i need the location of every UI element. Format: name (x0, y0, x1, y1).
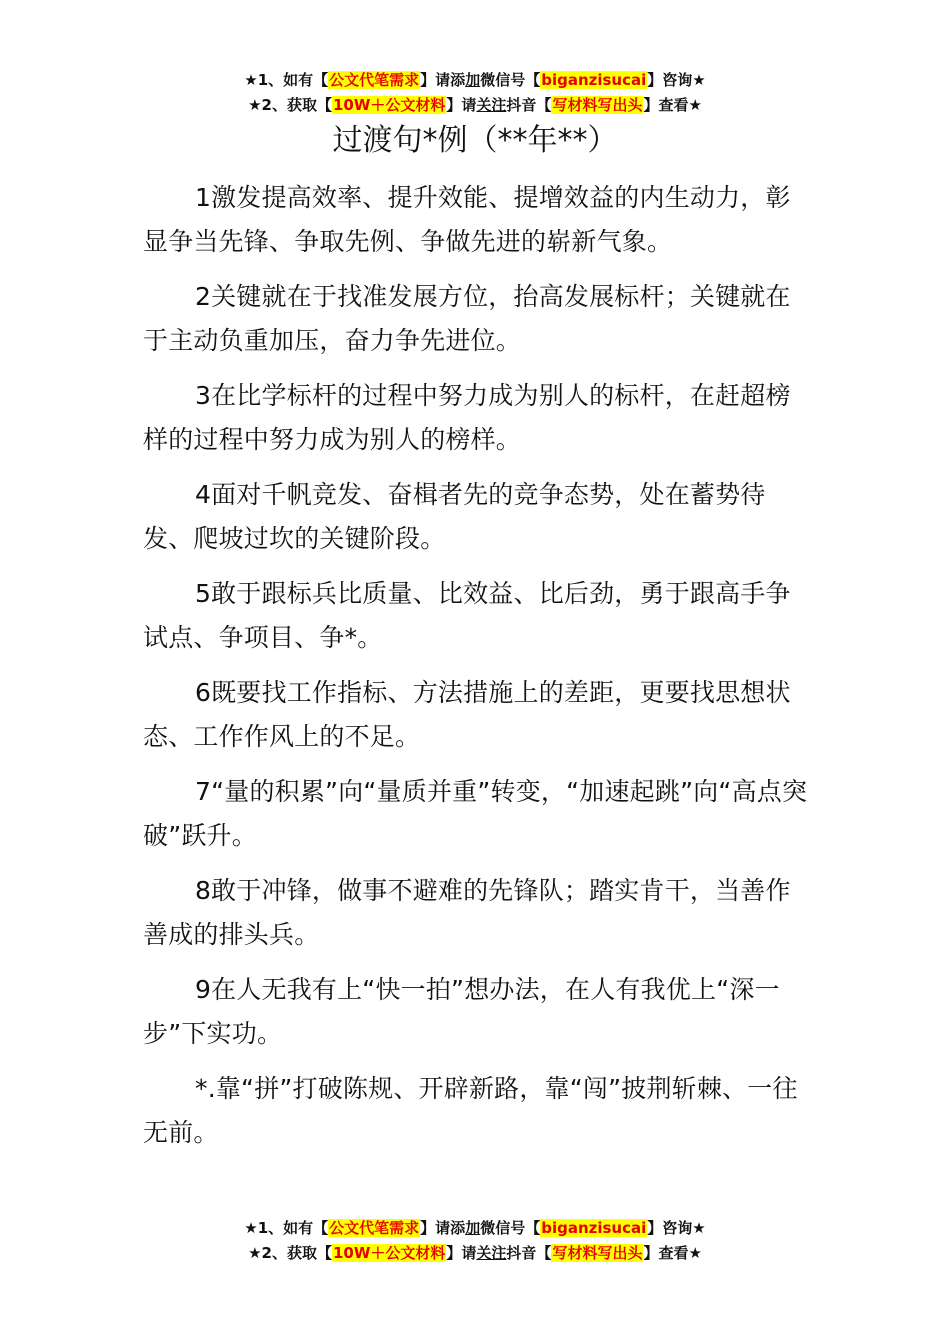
banner-text: 】请添 (420, 71, 466, 89)
paragraph: *.靠“拼”打破陈规、开辟新路，靠“闯”披荆斩棘、一往无前。 (143, 1074, 798, 1147)
banner-text: ★1、如有【 (244, 71, 329, 89)
banner-text: ★1、如有【 (244, 1219, 329, 1237)
banner-text: 】请 (446, 1244, 477, 1262)
banner-text: 抖音【 (506, 96, 552, 114)
banner-line-2 (0, 93, 950, 118)
banner-text: 】咨询★ (647, 71, 706, 89)
banner-line-2 (0, 1241, 950, 1266)
banner-underlined-text: 加 (465, 1219, 481, 1237)
banner-line-1 (0, 1216, 950, 1241)
paragraph: 8敢于冲锋，做事不避难的先锋队；踏实肯干，当善作善成的排头兵。 (143, 876, 791, 949)
paragraph: 1激发提高效率、提升效能、提增效益的内生动力，彰显争当先锋、争取先例、争做先进的崭新气象。 (143, 183, 791, 256)
highlight-service: 公文代笔需求 (329, 71, 420, 89)
banner-text: 】请添 (420, 1219, 466, 1237)
highlight-wechat-id: biganzisucai (541, 71, 647, 89)
highlight-douyin-account: 写材料写出头 (552, 1244, 643, 1262)
footer-banner (0, 1216, 950, 1266)
paragraph: 7“量的积累”向“量质并重”转变，“加速起跳”向“高点突破”跃升。 (143, 777, 808, 850)
highlight-wechat-id: biganzisucai (541, 1219, 647, 1237)
paragraph: 2关键就在于找准发展方位，抬高发展标杆；关键就在于主动负重加压，奋力争先进位。 (143, 282, 791, 355)
banner-text: ★2、获取【 (248, 1244, 332, 1262)
banner-text: 抖音【 (506, 1244, 552, 1262)
paragraph: 6既要找工作指标、方法措施上的差距，更要找思想状态、工作作风上的不足。 (143, 678, 791, 751)
banner-text: 】查看★ (643, 96, 702, 114)
banner-underlined-text: 加 (465, 71, 481, 89)
paragraph: 5敢于跟标兵比质量、比效益、比后劲，勇于跟高手争试点、争项目、争*。 (143, 579, 791, 652)
highlight-materials: 10W＋公文材料 (332, 96, 446, 114)
banner-underlined-text: 关注 (476, 1244, 507, 1262)
highlight-douyin-account: 写材料写出头 (552, 96, 643, 114)
highlight-service: 公文代笔需求 (329, 1219, 420, 1237)
paragraph: 9在人无我有上“快一拍”想办法，在人有我优上“深一步”下实功。 (143, 975, 780, 1048)
document-body (143, 176, 808, 1166)
header-banner (0, 68, 950, 118)
banner-text: 微信号【 (480, 1219, 541, 1237)
document-title: 过渡句*例（**年**） (332, 123, 618, 158)
banner-text: 】请 (446, 96, 477, 114)
highlight-materials: 10W＋公文材料 (332, 1244, 446, 1262)
banner-text: 】查看★ (643, 1244, 702, 1262)
banner-underlined-text: 关注 (476, 96, 507, 114)
paragraph: 3在比学标杆的过程中努力成为别人的标杆，在赶超榜样的过程中努力成为别人的榜样。 (143, 381, 791, 454)
banner-line-1 (0, 68, 950, 93)
banner-text: 微信号【 (480, 71, 541, 89)
banner-text: 】咨询★ (647, 1219, 706, 1237)
paragraph: 4面对千帆竞发、奋楫者先的竞争态势，处在蓄势待发、爬坡过坎的关键阶段。 (143, 480, 766, 553)
banner-text: ★2、获取【 (248, 96, 332, 114)
